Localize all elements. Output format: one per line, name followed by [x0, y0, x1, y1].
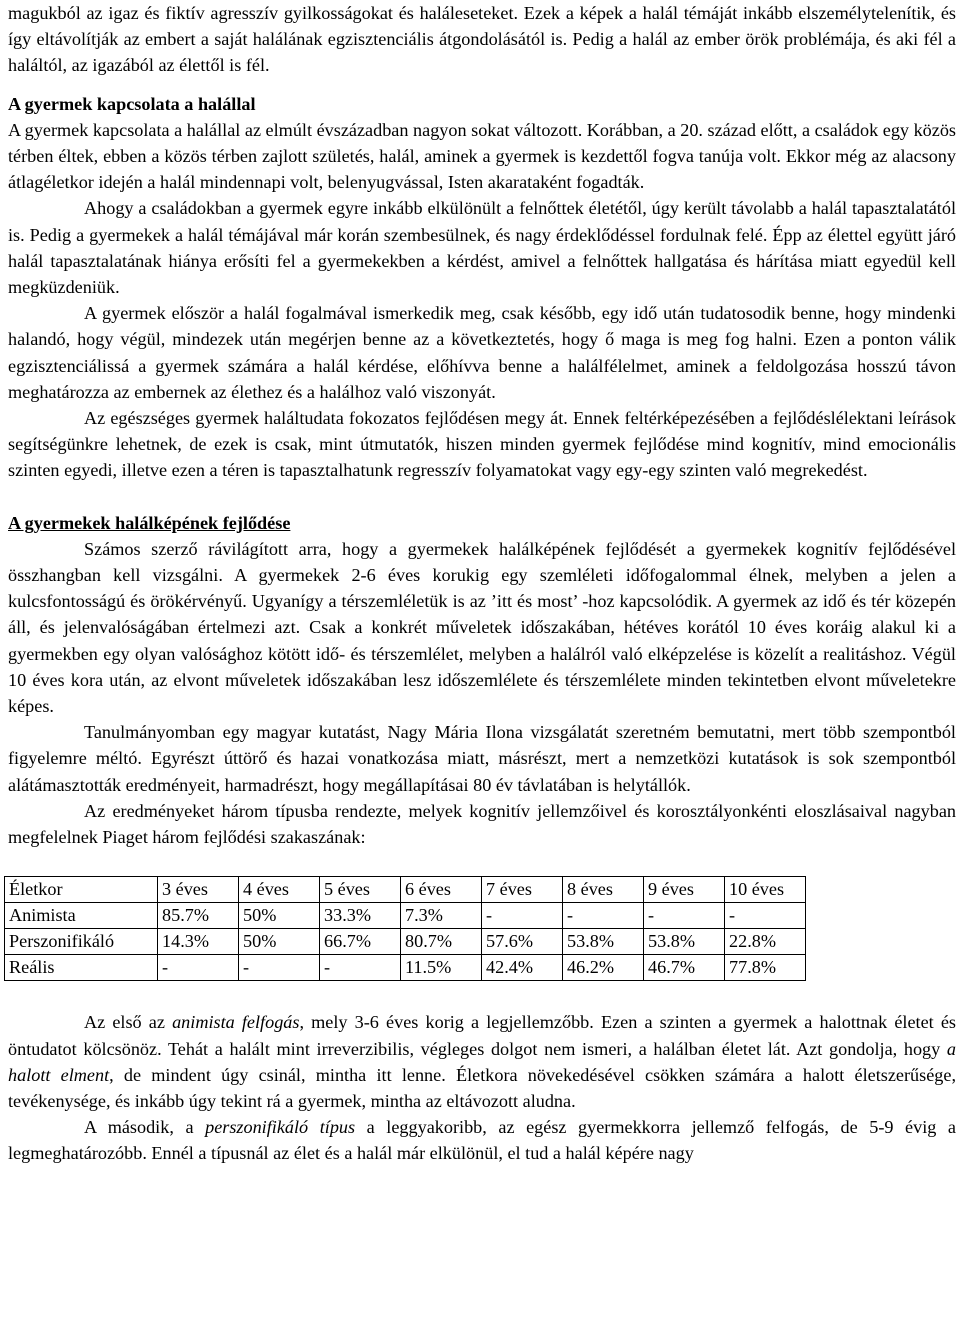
table-cell: 4 éves: [239, 877, 320, 903]
table-cell: 77.8%: [725, 955, 806, 981]
table-cell: 53.8%: [563, 929, 644, 955]
table-cell: 50%: [239, 903, 320, 929]
table-cell: 10 éves: [725, 877, 806, 903]
paragraph-personifying: A második, a perszonifikáló típus a leggyakoribb, az egész gyermekkorra jellemző felfogás, de 5-9 évig a legmeghatározóbb. Ennél a típusnál az élet és a halál már elkülönül, el tud a halál képére nagy: [8, 1117, 956, 1164]
table-cell: 57.6%: [482, 929, 563, 955]
table-cell: -: [725, 903, 806, 929]
table-cell: 8 éves: [563, 877, 644, 903]
table-cell: 85.7%: [158, 903, 239, 929]
table-row-label: Reális: [5, 955, 158, 981]
section-heading-development: A gyermekek halálképének fejlődése: [8, 512, 291, 533]
dead-went-away-phrase: a halott elment: [8, 1038, 956, 1085]
table-cell: 6 éves: [401, 877, 482, 903]
paragraph-healthy-development: Az egészséges gyermek haláltudata fokozatos fejlődésen megy át. Ennek feltérképezésében a fejlődéslélektani leírások segítségünkre lehetnek, de ezek is csak, mint útmutatók, hiszen minden gyermek fejlődése mind kognitív, mind emocionális szinten egyedi, illetve ezen a téren is tapasztalhatunk regresszív folyamatokat vagy egy-egy szinten való megrekedést.: [8, 408, 956, 481]
table-cell: -: [644, 903, 725, 929]
paragraph-authors: Számos szerző rávilágított arra, hogy a gyermekek halálképének fejlődését a gyermekek kognitív fejlődésével összhangban kell vizsgálni. A gyermekek 2-6 éves korukig egy szemléleti időfogalommal élnek, melyben a jelen a kulcsfontosságú és örökérvényű. Ugyanígy a térszemléletük is az ’itt és most’ -hoz kapcsolódik. A gyermek az idő és tér közepén áll, és jelenvalóságában értelmezi azt. Csak a konkrét műveletek időszakában, hétéves korától 10 éves koráig alakul ki a gyermekben egy olyan valósághoz kötött idő- és térszemlélet, melyben a halálról való elképzelése is közelít a realitáshoz. Végül 10 éves kora után, az elvont műveletek időszakában lesz időszemlélete és térszemlélete minden tekintetben elvont műveletekre képes.: [8, 538, 956, 717]
paragraph-relation: A gyermek kapcsolata a halállal az elmúlt évszázadban nagyon sokat változott. Korábban, a 20. század előtt, a családok egy közös térben éltek, ebben a közös térben zajlott születés, halál, aminek a gyermek is kezdettől fogva tanúja volt. Ekkor még az alacsony átlagéletkor idején a halál mindennapi volt, belenyugvással, Isten akarataként fogadták.: [8, 119, 956, 193]
table-cell: 46.7%: [644, 955, 725, 981]
table-row-label: Animista: [5, 903, 158, 929]
table-cell: -: [158, 955, 239, 981]
paragraph-intro: magukból az igaz és fiktív agresszív gyilkosságokat és haláleseteket. Ezek a képek a halál témáját inkább elszemélytelenítik, és így eltávolítják az embert a saját halálának egzisztenciális átgondolásától is. Pedig a halál az ember örök problémája, és aki fél a haláltól, az igazából az élettől is fél.: [8, 3, 956, 76]
table-row: [5, 955, 806, 981]
paragraph-animist: Az első az animista felfogás, mely 3-6 éves korig a legjellemzőbb. Ezen a szinten a gyermek a halottnak életet és öntudatot kölcsönöz. Tehát a halált mint irreverzibilis, végleges dolgot nem ismeri, a halálban életet lát. Azt gondolja, hogy a halott elment, de mindent úgy csinál, mintha itt lenne. Életkora növekedésével csökken számára a halott életszerűsége, tevékenysége, és inkább úgy tekint rá a gyermek, mintha az eltávozott aludna.: [8, 1012, 957, 1111]
table-cell: 5 éves: [320, 877, 401, 903]
table-cell: -: [320, 955, 401, 981]
document-page: [8, 0, 956, 1167]
table-cell: 7 éves: [482, 877, 563, 903]
table-cell: 50%: [239, 929, 320, 955]
table-cell: -: [482, 903, 563, 929]
paragraph-separation: Ahogy a családokban a gyermek egyre inkább elkülönült a felnőttek életétől, úgy került távolabb a halál tapasztalatától is. Pedig a gyermekek a halál témájával már korán szembesülnek, és nagy érdeklődéssel fordulnak felé. Épp az élettel együtt járó halál tapasztalatának hiánya erősíti fel a gyermekekben a kérdést, amivel a felnőttek hallgatása és hárítása miatt egyedül kell megküzdeniük.: [8, 198, 956, 298]
table-cell: 9 éves: [644, 877, 725, 903]
table-row-label: Életkor: [5, 877, 158, 903]
table-cell: 3 éves: [158, 877, 239, 903]
table-cell: 11.5%: [401, 955, 482, 981]
table-cell: -: [239, 955, 320, 981]
table-cell: 22.8%: [725, 929, 806, 955]
table-cell: 14.3%: [158, 929, 239, 955]
table-row-label: Perszonifikáló: [5, 929, 158, 955]
table-cell: 42.4%: [482, 955, 563, 981]
table-cell: 53.8%: [644, 929, 725, 955]
table-row: [5, 929, 806, 955]
animist-term: animista felfogás: [172, 1012, 300, 1033]
table-cell: 46.2%: [563, 955, 644, 981]
paragraph-study: Tanulmányomban egy magyar kutatást, Nagy Mária Ilona vizsgálatát szeretném bemutatni, mert több szempontból figyelemre méltó. Egyrészt úttörő és hazai vonatkozása miatt, másrészt, mert a nemzetközi kutatások is sok szempontból alátámasztották eredményeit, harmadrészt, hogy megállapításai 80 év távlatában is helytállók.: [8, 722, 956, 795]
table-cell: -: [563, 903, 644, 929]
table-cell: 7.3%: [401, 903, 482, 929]
table-cell: 33.3%: [320, 903, 401, 929]
paragraph-first-concept: A gyermek először a halál fogalmával ismerkedik meg, csak később, egy idő után tudatosodik benne, hogy mindenki halandó, hogy végül, mindezek után megérjen benne az a következtetés, hogy ő maga is meg fog halni. Ezen a ponton válik egzisztenciálissá a gyermek számára a halál kérdése, előhívva benne a halálfélelmet, aminek a feldolgozása hosszú távon meghatározza az embernek az élethez és a halálhoz való viszonyát.: [8, 303, 956, 402]
section-heading-relation: A gyermek kapcsolata a halállal: [8, 93, 256, 114]
age-distribution-table: [4, 876, 806, 981]
table-row: [5, 903, 806, 929]
table-header-row: [5, 877, 806, 903]
table-cell: 80.7%: [401, 929, 482, 955]
table-cell: 66.7%: [320, 929, 401, 955]
paragraph-results: Az eredményeket három típusba rendezte, melyek kognitív jellemzőivel és korosztályonkénti eloszlásaival nagyban megfelelnek Piaget három fejlődési szakaszának:: [8, 800, 956, 848]
personifying-term: perszonifikáló típus: [205, 1117, 356, 1138]
